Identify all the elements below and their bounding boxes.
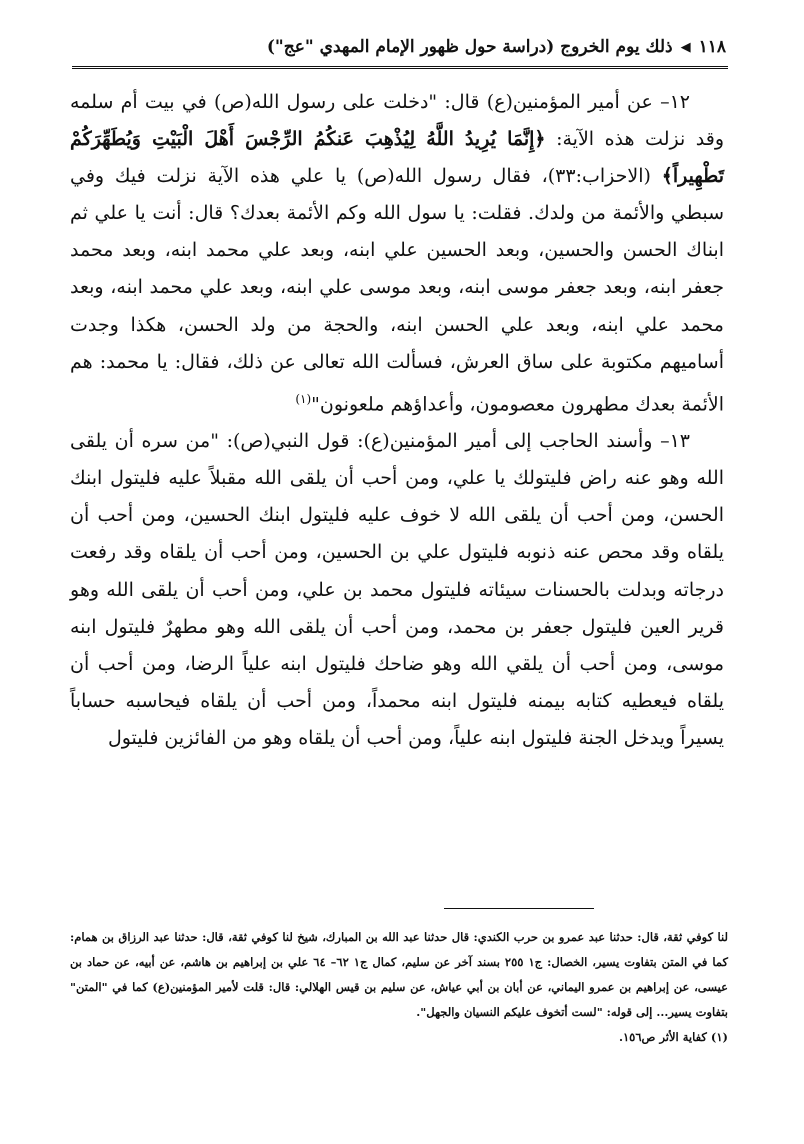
body-text xyxy=(70,84,724,757)
page-header xyxy=(62,30,726,64)
arrow-icon: ◀ xyxy=(680,39,691,55)
footnote-rule xyxy=(444,908,594,909)
paragraph-12-intro: ١٢– عن أمير المؤمنين(ع) قال: "دخلت على رسول الله(ص) في بيت أم سلمه وقد نزلت هذه الآية: xyxy=(70,91,724,151)
footnote-1: (١) كفاية الأثر ص١٥٦. xyxy=(618,1030,728,1044)
running-title: ذلك يوم الخروج (دراسة حول ظهور الإمام المهدي "عج") xyxy=(266,37,673,57)
footnotes xyxy=(70,925,728,1050)
footnote-continued: لنا كوفي ثقة، قال: حدثنا عبد عمرو بن حرب الكندي: قال حدثنا عبد الله بن المبارك، شيخ لنا كوفي ثقة، قال: حدثنا عبد الرزاق بن همام: كما في المتن بتفاوت يسير، الخصال: ج١ ٢٥٥ بسند آخر عن سليم، كمال ج١ ٦٢– ٦٤ علي بن إبراهيم بن هاشم، عن أبيه، عن حماد بن عيسى، عن إبراهيم بن عمرو اليماني، عن أبان بن أبي عياش، عن سليم بن قيس الهلالي: قال: قلت لأمير المؤمنين(ع) كما في "المتن" بتفاوت يسير... إلى قوله: "لست أتخوف عليكم النسيان والجهل". xyxy=(70,930,728,1019)
footnote-ref: (١) xyxy=(295,391,312,406)
quran-verse: ﴿إِنَّمَا يُرِيدُ اللَّهُ لِيُذْهِبَ عَنكُمُ الرِّجْسَ أَهْلَ الْبَيْتِ وَيُطَهِّرَكُمْ تَطْهِيراً﴾ xyxy=(70,128,724,188)
page-number: ١١٨ xyxy=(698,37,726,57)
paragraph-13: ١٣– وأسند الحاجب إلى أمير المؤمنين(ع): قول النبي(ص): "من سره أن يلقى الله وهو عنه راض فليتولك يا علي، ومن أحب أن يلقى الله مقبلاً عليه فليتول ابنك الحسن، ومن أحب أن يلقى الله لا خوف عليه فليتول ابنك الحسين، ومن أحب أن يلقاه وقد محص عنه ذنوبه فليتول علي بن الحسين، ومن أحب أن يلقاه وقد رفعت درجاته وبدلت بالحسنات سيئاته فليتول محمد بن علي، ومن أحب أن يلقى الله وهو قرير العين فليتول جعفر بن محمد، ومن أحب أن يلقى الله وهو مطهرٌ فليتول ابنه موسى، ومن أحب أن يلقي الله وهو ضاحك فليتول ابنه علياً الرضا، ومن أحب أن يلقاه فيعطيه كتابه بيمنه فليتول ابنه محمداً، ومن أحب أن يلقاه فيحاسبه حساباً يسيراً ويدخل الجنة فليتول ابنه علياً، ومن أحب أن يلقاه وهو من الفائزين فليتول xyxy=(70,430,724,749)
paragraph-12 xyxy=(70,84,724,423)
header-rule xyxy=(72,66,728,69)
paragraph-12-rest: (الاحزاب:٣٣)، فقال رسول الله(ص) يا علي هذه الآية نزلت فيك وفي سبطي والأئمة من ولدك. فقلت: يا سول الله وكم الأئمة بعدك؟ قال: أنت يا علي ثم ابناك الحسن والحسين، وبعد الحسين علي ابنه، وبعد علي محمد ابنه، وبعد محمد جعفر ابنه، وبعد جعفر موسى ابنه، وبعد موسى علي ابنه، وبعد علي محمد ابنه، وبعد محمد علي ابنه، وبعد علي الحسن ابنه، والحجة من ولد الحسن، هكذا وجدت أساميهم مكتوبة على ساق العرش، فسألت الله تعالى عن ذلك، فقال: يا محمد: هم الأئمة بعدك مطهرون معصومون، وأعداؤهم ملعونون" xyxy=(70,165,724,416)
